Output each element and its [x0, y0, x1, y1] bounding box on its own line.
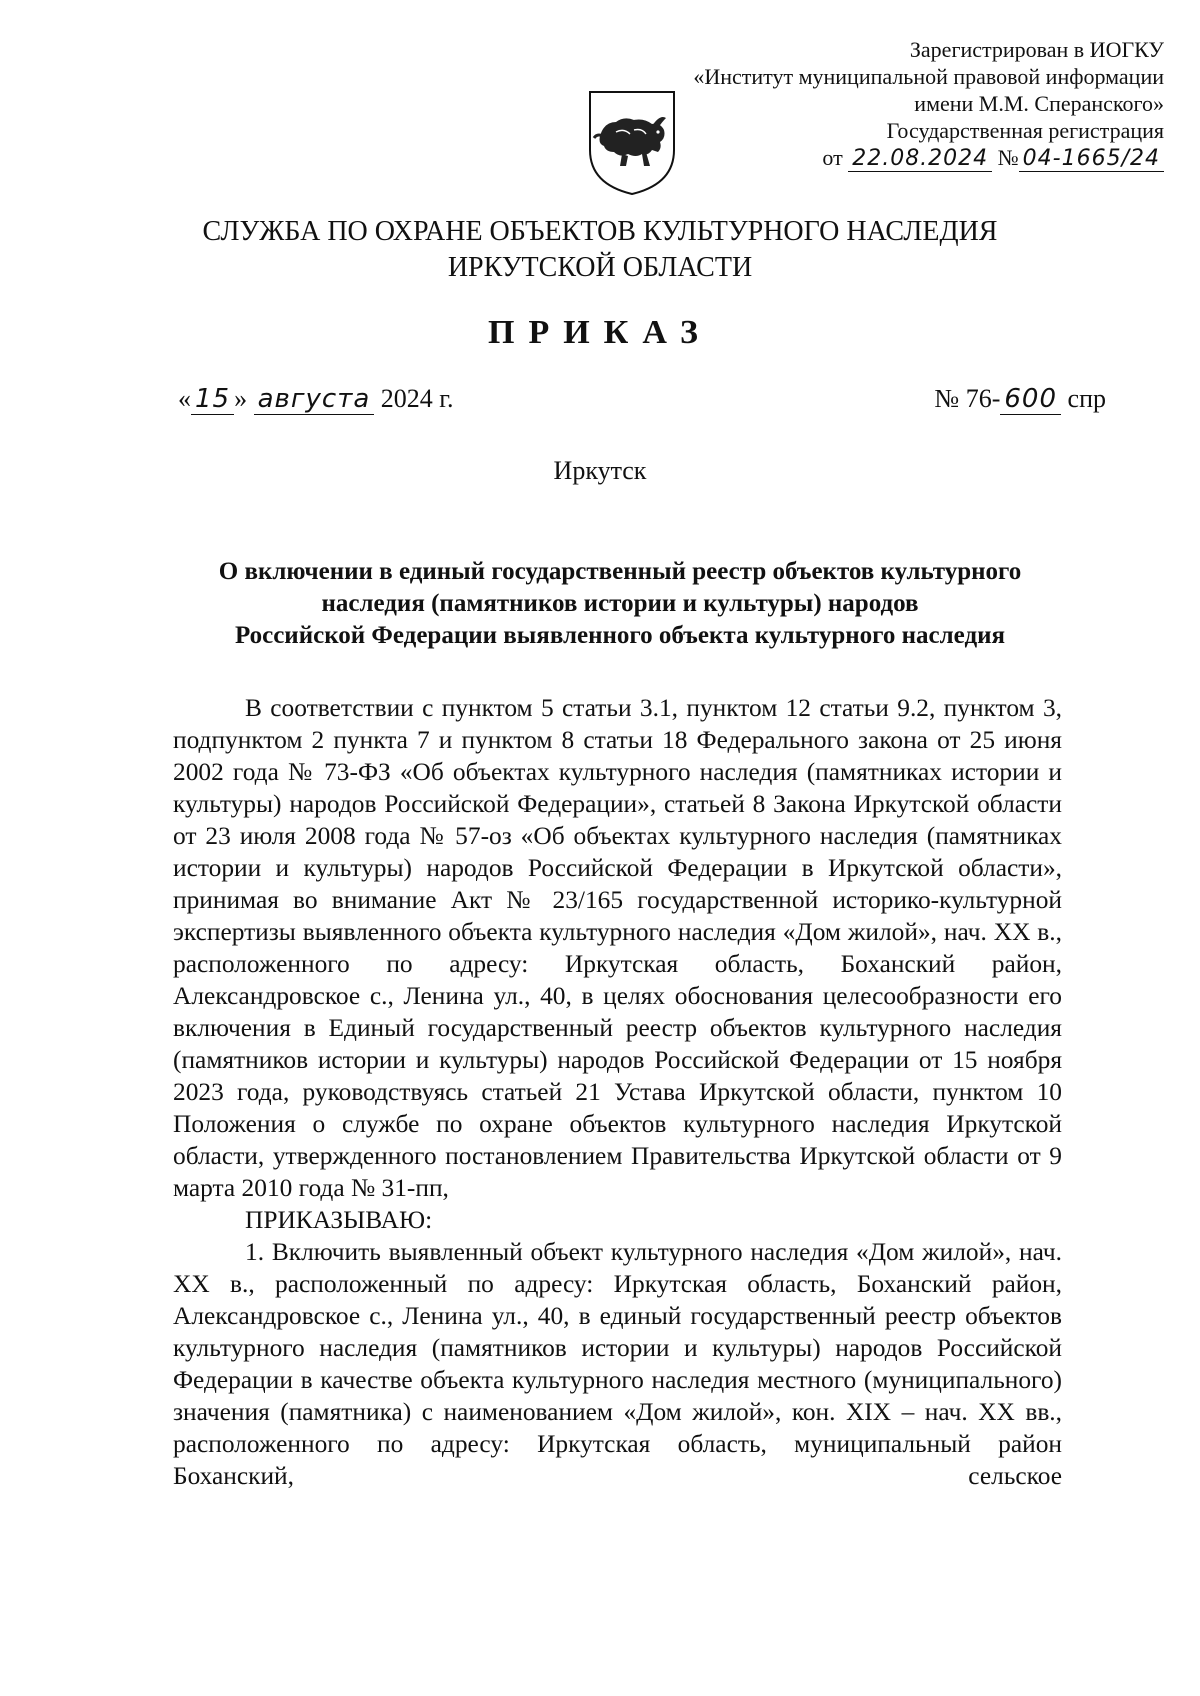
- registration-stamp: [604, 36, 1164, 172]
- city: Иркутск: [553, 456, 647, 485]
- registration-date-line: [604, 144, 1164, 172]
- coat-of-arms-icon: [586, 88, 678, 198]
- order-item-1: 1. Включить выявленный объект культурного наследия «Дом жилой», нач. XX в., расположенный по адресу: Иркутская область, Боханский район, Александровское с., Ленина ул., 40, в единый государственный реестр объектов культурного наследия (памятников истории и культуры) народов Российской Федерации в качестве объекта культурного наследия местного (муниципального) значения (памятника) с наименованием «Дом жилой», кон. XIX – нач. XX вв., расположенного по адресу: Иркутская область, муниципальный район Боханский, сельское: [173, 1238, 1062, 1490]
- subject-line-1: О включении в единый государственный реестр объектов культурного: [218, 558, 1022, 585]
- registration-date-prefix: от: [822, 145, 843, 170]
- order-day: 15: [191, 384, 234, 415]
- order-number: [934, 384, 1106, 414]
- order-number-suffix: спр: [1067, 384, 1106, 413]
- registration-line-1: Зарегистрирован в ИОГКУ: [909, 37, 1164, 62]
- registration-line-4: Государственная регистрация: [886, 118, 1164, 143]
- registration-number-prefix: №: [997, 145, 1019, 170]
- date-open-quote: «: [178, 384, 191, 413]
- agency-name: [0, 214, 1200, 286]
- date-close-quote: »: [234, 384, 248, 413]
- order-number-handwritten: 600: [1000, 384, 1061, 415]
- subject-line-2: наследия (памятников истории и культуры) народов: [321, 590, 919, 617]
- registration-date: 22.08.2024: [848, 146, 992, 172]
- registration-line-3: имени М.М. Сперанского»: [914, 91, 1164, 116]
- order-number-prefix: № 76-: [934, 384, 1001, 413]
- registration-line-2: «Институт муниципальной правовой информации: [693, 64, 1164, 89]
- order-month: августа: [254, 384, 375, 415]
- order-subject: [180, 556, 1060, 652]
- agency-name-line-2: ИРКУТСКОЙ ОБЛАСТИ: [447, 252, 753, 283]
- order-year: 2024 г.: [380, 384, 454, 413]
- order-word: ПРИКАЗЫВАЮ:: [245, 1206, 433, 1234]
- preamble-paragraph: В соответствии с пунктом 5 статьи 3.1, пунктом 12 статьи 9.2, пунктом 3, подпунктом 2 пункта 7 и пунктом 8 статьи 18 Федерального закона от 25 июня 2002 года № 73-ФЗ «Об объектах культурного наследия (памятниках истории и культуры) народов Российской Федерации», статьей 8 Закона Иркутской области от 23 июля 2008 года № 57-оз «Об объектах культурного наследия (памятниках истории и культуры) народов Российской Федерации в Иркутской области», принимая во внимание Акт № 23/165 государственной историко-культурной экспертизы выявленного объекта культурного наследия «Дом жилой», нач. XX в., расположенного по адресу: Иркутская область, Боханский район, Александровское с., Ленина ул., 40, в целях обоснования целесообразности его включения в Единый государственный реестр объектов культурного наследия (памятников истории и культуры) народов Российской Федерации от 15 ноября 2023 года, руководствуясь статьей 21 Устава Иркутской области, пунктом 10 Положения о службе по охране объектов культурного наследия Иркутской области, утвержденного постановлением Правительства Иркутской области от 9 марта 2010 года № 31-пп,: [173, 694, 1062, 1202]
- document-type: ПРИКАЗ: [488, 314, 712, 351]
- agency-name-line-1: СЛУЖБА ПО ОХРАНЕ ОБЪЕКТОВ КУЛЬТУРНОГО НАСЛЕДИЯ: [202, 216, 998, 247]
- order-date: [178, 384, 454, 414]
- subject-line-3: Российской Федерации выявленного объекта культурного наследия: [234, 622, 1006, 649]
- registration-number: 04-1665/24: [1019, 146, 1164, 172]
- order-body: [173, 692, 1062, 1492]
